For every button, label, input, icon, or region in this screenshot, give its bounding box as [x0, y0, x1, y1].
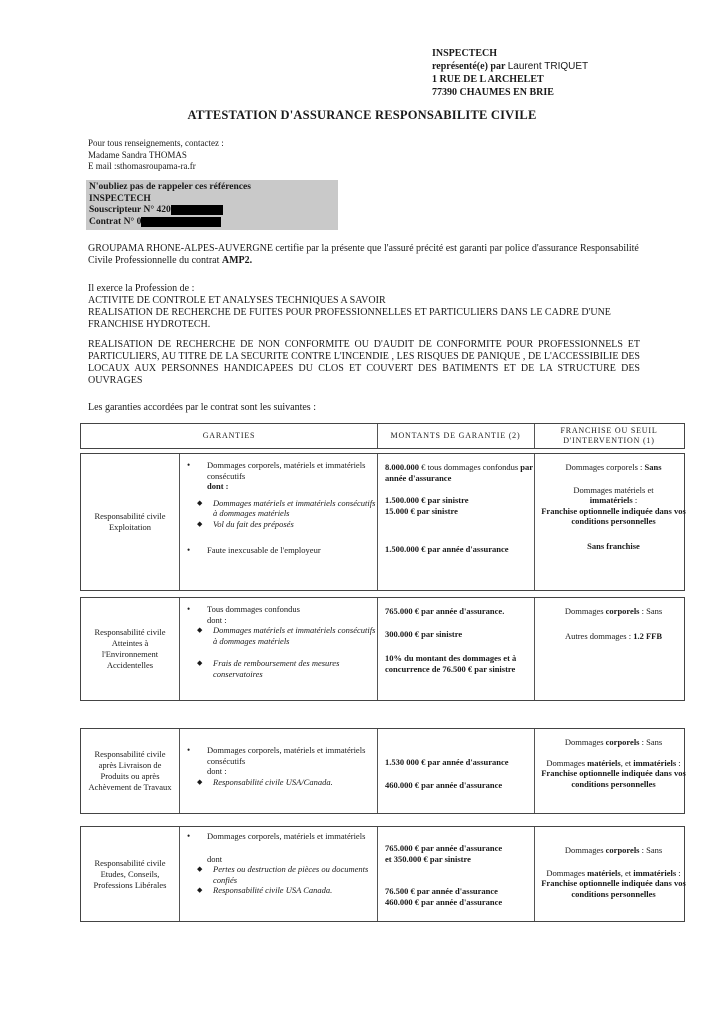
diamond-bullet-icon: ◆ — [197, 777, 203, 786]
amounts-column: 8.000.000 € tous dommages confondus par année d'assurance 1.500.000 € par sinistre 15.000 € par sinistre 1.500.000 € par année d'assurance — [385, 462, 533, 554]
bullet-icon: • — [187, 460, 191, 470]
divider — [377, 827, 378, 921]
redaction-bar — [141, 217, 221, 227]
amounts-column: 765.000 € par année d'assurance. 300.000 € par sinistre 10% du montant des dommages et à concurrence de 76.500 € par sinistre — [385, 606, 517, 674]
franchise-column: Dommages corporels : Sans Dommages matériels, et immatériels : Franchise optionnelle indiquée dans vos conditions personnelles — [541, 737, 686, 789]
section-label: Responsabilité civile Exploitation — [94, 511, 166, 532]
certification-paragraph: GROUPAMA RHONE-ALPES-AUVERGNE certifie par la présente que l'assuré précité est garanti par police d'assurance Responsabilité Civile Professionnelle du contrat AMP2. — [88, 243, 639, 266]
section-label: Responsabilité civile après Livraison de Produits ou après Achèvement de Travaux — [88, 749, 172, 792]
table-section-consulting — [80, 826, 685, 922]
guarantees-column: • Dommages corporels, matériels et immatériels dont ◆ Pertes ou destruction de pièces ou documents confiés ◆ Responsabilité civile USA Canada. — [187, 831, 369, 895]
divider — [377, 454, 378, 590]
table-section-products — [80, 728, 685, 814]
bullet-icon: • — [187, 545, 191, 555]
references-company: INSPECTECH — [89, 193, 151, 204]
street-address: 1 RUE DE L ARCHELET — [432, 74, 544, 85]
profession-paragraph: Il exerce la Profession de : ACTIVITE DE CONTROLE ET ANALYSES TECHNIQUES A SAVOIR REALISATION DE RECHERCHE DE FUITES POUR PROFESSIONNELLES ET PARTICULIERS DANS LE CADRE D'UNE FRANCHISE HYDROTECH. — [88, 283, 611, 330]
redaction-bar — [171, 205, 223, 215]
table-header — [80, 423, 685, 449]
section-label: Responsabilité civile Etudes, Conseils, Professions Libérales — [93, 857, 167, 890]
divider — [179, 827, 180, 921]
diamond-bullet-icon: ◆ — [197, 626, 203, 634]
references-box — [86, 180, 338, 230]
amounts-column: 765.000 € par année d'assurance et 350.000 € par sinistre 76.500 € par année d'assurance 460.000 € par année d'assurance — [385, 843, 503, 907]
header-garanties: GARANTIES — [202, 431, 256, 440]
insured-address-block — [432, 47, 588, 99]
contact-name: Madame Sandra THOMAS — [88, 149, 187, 160]
guarantees-column: • Dommages corporels, matériels et immatériels consécutifs dont : ◆ Responsabilité civile USA/Canada. — [187, 745, 366, 787]
table-section-exploitation — [80, 453, 685, 591]
diamond-bullet-icon: ◆ — [197, 498, 203, 507]
contact-block — [88, 138, 224, 173]
document-title: ATTESTATION D'ASSURANCE RESPONSABILITE CIVILE — [187, 108, 537, 122]
contact-email: E mail :sthomasroupama-ra.fr — [88, 161, 196, 171]
amounts-column: 1.530 000 € par année d'assurance 460.000 € par année d'assurance — [385, 757, 509, 790]
subscriber-number: Souscripteur N° 420 — [89, 205, 338, 217]
divider — [179, 454, 180, 590]
contract-number: Contrat N° 0 — [89, 217, 338, 229]
divider — [179, 729, 180, 813]
diamond-bullet-icon: ◆ — [197, 886, 203, 894]
franchise-column: Dommages corporels : Sans Autres dommages : 1.2 FFB — [564, 606, 663, 641]
guarantees-column: • Dommages corporels, matériels et immatériels consécutifs dont : ◆ Dommages matériels et immatériels consécutifs à dommages matériels ◆ Vol du fait des préposés • Faute inexcusable de l'employeur — [187, 460, 376, 555]
table-section-environment — [80, 597, 685, 701]
guarantees-intro: Les garanties accordées par le contrat sont les suivantes : — [88, 402, 316, 413]
divider — [377, 598, 378, 700]
section-label: Responsabilité civile Atteintes à l'Environnement Accidentelles — [94, 627, 166, 670]
diamond-bullet-icon: ◆ — [197, 659, 203, 667]
represented-by: représenté(e) par Laurent TRIQUET — [432, 61, 589, 72]
diamond-bullet-icon: ◆ — [197, 865, 203, 873]
references-reminder: N'oubliez pas de rappeler ces références — [89, 182, 251, 192]
contact-line: Pour tous renseignements, contactez : — [88, 138, 224, 148]
realisation-paragraph: REALISATION DE RECHERCHE DE NON CONFORMITE OU D'AUDIT DE CONFORMITE POUR PROFESSIONNELS ET PARTICULIERS, AU TITRE DE LA SECURITE CONTRE L'INCENDIE , LES RISQUES DE PANIQUE , DE L'ACCESSIBILIE DES LOCAUX AUX PERSONNES HANDICAPEES DU CLOS ET COUVERT DES BATIMENTS ET DE LA STRUCTURE DES OUVRAGES — [88, 339, 640, 386]
bullet-icon: • — [187, 745, 191, 755]
company-name: INSPECTECH — [432, 48, 498, 59]
city-address: 77390 CHAUMES EN BRIE — [432, 87, 554, 98]
divider — [377, 729, 378, 813]
header-franchise: FRANCHISE OU SEUIL D'INTERVENTION (1) — [560, 426, 658, 445]
franchise-column: Dommages corporels : Sans Dommages matériels, et immatériels : Franchise optionnelle indiquée dans vos conditions personnelles — [541, 845, 686, 899]
header-montants: MONTANTS DE GARANTIE (2) — [390, 431, 521, 440]
franchise-column: Dommages corporels : Sans Dommages matériels et immatériels : Franchise optionnelle indiquée dans vos conditions personnelles Sans franchise — [541, 462, 686, 551]
bullet-icon: • — [187, 604, 191, 614]
diamond-bullet-icon: ◆ — [197, 519, 203, 528]
guarantees-column: • Tous dommages confondus dont : ◆ Dommages matériels et immatériels consécutifs à dommages matériels ◆ Frais de remboursement des mesures conservatoires — [187, 604, 376, 679]
bullet-icon: • — [187, 831, 191, 841]
divider — [179, 598, 180, 700]
